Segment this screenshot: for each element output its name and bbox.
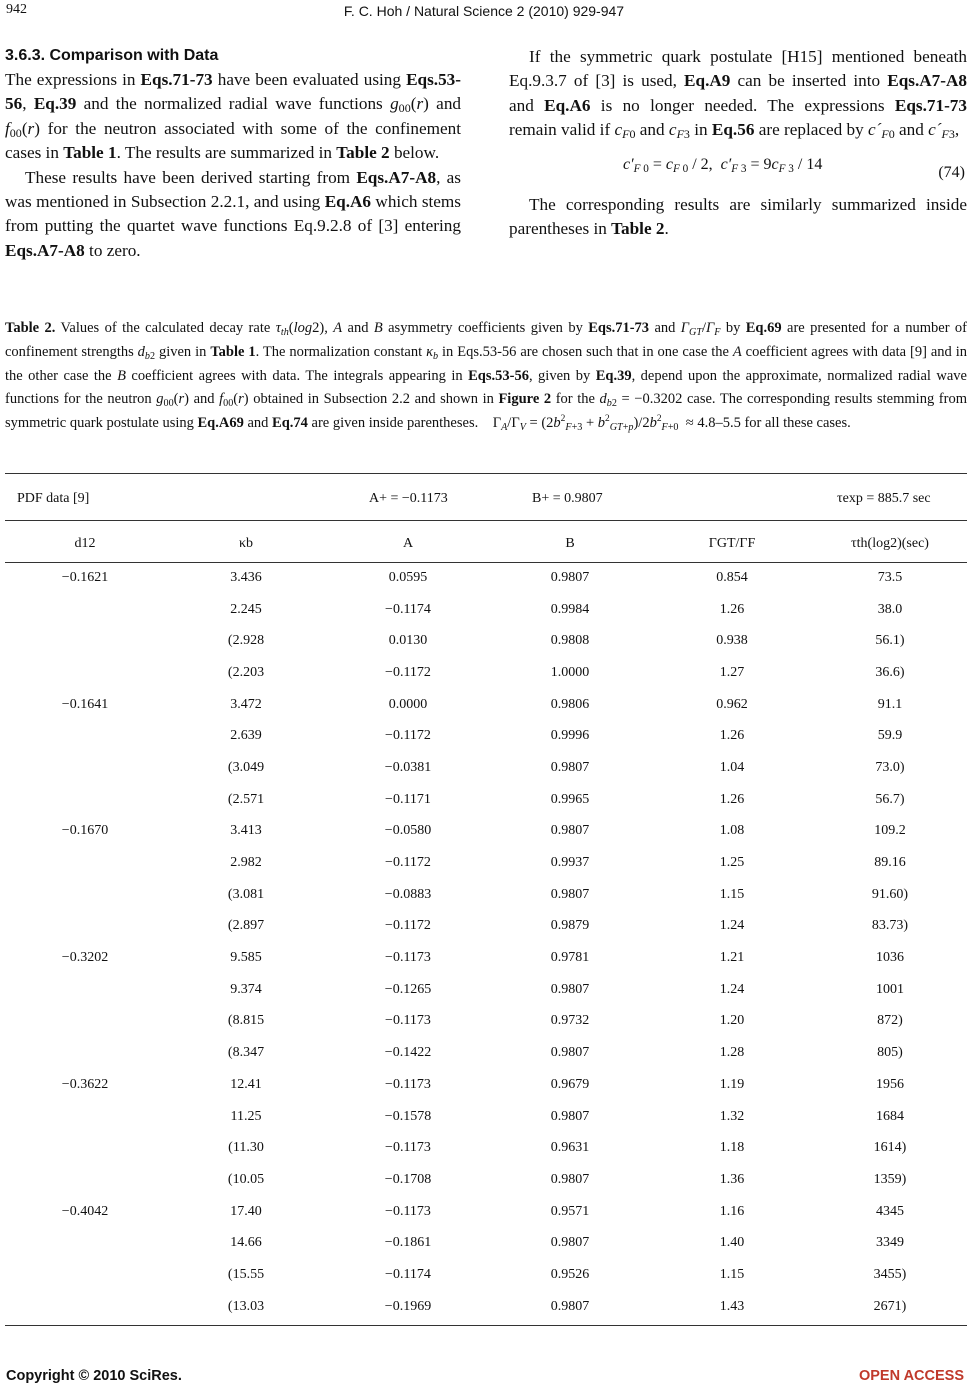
table-cell: 9.585 (230, 950, 262, 966)
table-cell: 0.9571 (550, 1203, 590, 1219)
table-row (5, 1037, 967, 1069)
table-cell: −0.1708 (384, 1171, 432, 1187)
data-table (5, 562, 967, 1323)
table-cell: (2.203 (227, 664, 265, 680)
table-cell: 36.6) (875, 664, 905, 680)
table-header (5, 527, 967, 561)
table-cell: −0.3622 (61, 1076, 109, 1092)
table-cell: 1.16 (719, 1203, 745, 1219)
table-row (5, 847, 967, 879)
table-cell: 59.9 (877, 728, 903, 744)
table-row (5, 594, 967, 626)
table-cell: 4345 (876, 1203, 904, 1219)
table-cell: 0.9808 (550, 633, 590, 649)
table-cell: 1.24 (719, 918, 745, 934)
table-row (5, 879, 967, 911)
table-cell: 1.24 (719, 981, 745, 997)
table-cell: 1.0000 (550, 664, 590, 680)
pdf-tau-value: τexp = 885.7 sec (837, 491, 931, 506)
table-cell: −0.1969 (384, 1298, 432, 1314)
table-row (5, 1132, 967, 1164)
table-cell (5, 1101, 165, 1133)
table-cell: −0.0883 (384, 886, 432, 902)
col-header-tau: τth(log2)(sec) (851, 536, 929, 551)
right-column (509, 45, 967, 241)
footer-open-access: OPEN ACCESS (858, 1368, 964, 1384)
table-cell: −0.1173 (385, 1076, 431, 1092)
paragraph-2: These results have been derived starting from Eqs.A7-A8, as was mentioned in Subsection 2.2.1, and using Eq.A6 which stems from putting the quartet wave functions Eq.9.2.8 of [3] entering Eqs.A7-A8 to zero. (5, 167, 461, 260)
table-cell: 1.25 (719, 855, 745, 871)
table-cell: 83.73) (871, 918, 909, 934)
table-cell: 0.938 (716, 633, 748, 649)
table-row (5, 1006, 967, 1038)
table-cell: (2.897 (227, 918, 265, 934)
table-cell: −0.1621 (61, 569, 109, 585)
table-cell: −0.1172 (385, 855, 431, 871)
table-cell: 0.9806 (550, 696, 590, 712)
table-cell: 1001 (876, 981, 904, 997)
table-body (5, 562, 967, 1323)
table-cell: −0.3202 (61, 950, 109, 966)
table-cell: 1.18 (719, 1140, 745, 1156)
table-cell (5, 752, 165, 784)
table-cell: 1.15 (719, 886, 745, 902)
table-row (5, 625, 967, 657)
table-cell: 0.0130 (388, 633, 428, 649)
table-cell (5, 974, 165, 1006)
table-cell (5, 1164, 165, 1196)
table-cell: −0.4042 (61, 1203, 109, 1219)
table-cell: 3.413 (230, 823, 262, 839)
col-header-d12: d12 (74, 536, 96, 551)
table-cell: −0.1422 (384, 1045, 432, 1061)
table-row (5, 816, 967, 848)
table-cell: 1.28 (719, 1045, 745, 1061)
table-cell: 0.9679 (550, 1076, 590, 1092)
table-cell: 0.9807 (550, 1235, 590, 1251)
table-cell: 0.962 (716, 696, 748, 712)
table-cell: −0.1174 (385, 1266, 431, 1282)
table-cell: 0.9807 (550, 823, 590, 839)
pdf-b-value: B+ = 0.9807 (532, 491, 603, 506)
table-cell: 2.245 (230, 601, 262, 617)
table-cell: (15.55 (227, 1266, 265, 1282)
table-cell: −0.1172 (385, 918, 431, 934)
table-row (5, 720, 967, 752)
table-row (5, 1069, 967, 1101)
table-cell: 91.1 (877, 696, 903, 712)
table-cell: 1.26 (719, 791, 745, 807)
table-cell: (11.30 (228, 1140, 264, 1156)
table-cell: (2.571 (227, 791, 265, 807)
table-cell: −0.1265 (384, 981, 432, 997)
table-cell: 0.9631 (550, 1140, 590, 1156)
table-cell: 109.2 (874, 823, 906, 839)
table-cell: 0.9807 (550, 1298, 590, 1314)
table-cell: −0.1670 (61, 823, 109, 839)
paragraph-3: If the symmetric quark postulate [H15] mentioned beneath Eq.9.3.7 of [3] is used, Eq.A9 can be inserted into Eqs.A7-A8 and Eq.A6 is no longer needed. The expressions Eqs.71-73 remain valid if $c_{F0}$ and $c_{F3}$ in Eq.56 are replaced by $c´_{F0}$ and $c´_{F3}$, (509, 47, 967, 142)
table-cell: 1.43 (719, 1298, 745, 1314)
table-cell (5, 657, 165, 689)
table-cell (5, 1291, 165, 1323)
table-cell: 11.25 (230, 1108, 262, 1124)
table-cell: 0.9781 (550, 950, 590, 966)
table-cell: −0.1172 (385, 664, 431, 680)
equation-74-formula: $c'_{F 0} = c_{F 0} / 2$, $c'_{F 3} = 9c_{F 3} / 14$ (623, 155, 823, 175)
col-header-b: B (565, 536, 575, 551)
table-cell: 2.982 (230, 855, 262, 871)
table-cell: −0.1173 (385, 950, 431, 966)
footer-copyright: Copyright © 2010 SciRes. (6, 1368, 182, 1384)
table-cell: 1.04 (719, 759, 745, 775)
table-cell: −0.1641 (61, 696, 109, 712)
table-cell: 14.66 (230, 1235, 262, 1251)
table-cell: 1956 (876, 1076, 904, 1092)
table-cell: −0.1171 (385, 791, 431, 807)
table-cell: 89.16 (874, 855, 906, 871)
table-cell: 1.21 (719, 950, 745, 966)
table-cell (5, 1132, 165, 1164)
table-cell: 0.9526 (550, 1266, 590, 1282)
table-cell: (8.815 (227, 1013, 265, 1029)
table-row (5, 562, 967, 594)
table-cell: 38.0 (877, 601, 903, 617)
table-cell: −0.1173 (385, 1013, 431, 1029)
table-cell: −0.1861 (384, 1235, 432, 1251)
table-cell: −0.1173 (385, 1203, 431, 1219)
pdf-a-value: A+ = −0.1173 (369, 491, 448, 506)
table-row (5, 1101, 967, 1133)
table-row (5, 689, 967, 721)
table-cell (5, 1006, 165, 1038)
table-cell (5, 911, 165, 943)
table-cell: 0.9807 (550, 886, 590, 902)
table-cell: 1.27 (719, 664, 745, 680)
table-cell: 0.9807 (550, 1045, 590, 1061)
table-cell: (8.347 (227, 1045, 265, 1061)
col-header-gamma-ratio: ΓGT/ΓF (708, 536, 756, 551)
col-header-kappa: κb (238, 536, 254, 551)
table-cell: 0.0595 (388, 569, 428, 585)
table-cell: −0.1578 (384, 1108, 432, 1124)
table-cell (5, 847, 165, 879)
table-row (5, 942, 967, 974)
pdf-label: PDF data [9] (17, 491, 90, 506)
table-cell: 0.9732 (550, 1013, 590, 1029)
table-cell: 56.1) (875, 633, 905, 649)
table-row (5, 1291, 967, 1323)
table-cell: (3.081 (227, 886, 265, 902)
table-cell: 1.26 (719, 728, 745, 744)
table-cell: 0.9879 (550, 918, 590, 934)
table-cell: 2.639 (230, 728, 262, 744)
left-column (5, 45, 461, 263)
table-row (5, 752, 967, 784)
table-bottom-rule (5, 1325, 967, 1326)
table-cell: 3455) (873, 1266, 907, 1282)
table-row (5, 974, 967, 1006)
table-cell: 91.60) (871, 886, 909, 902)
table-cell: 0.9996 (550, 728, 590, 744)
table-caption: Table 2. Values of the calculated decay rate $\tau_{th}(\log 2)$, A and B asymmetry coefficients given by Eqs.71-73 and $\Gamma_{GT}/\Gamma_F$ by Eq.69 are presented for a number of confinement strengths $d_{b2}$ given in Table 1. The normalization constant $\kappa_b$ in Eqs.53-56 are chosen such that in one case the A coefficient agrees with data [9] and in the other case the B coefficient agrees with data. The integrals appearing in Eqs.53-56, given by Eq.39, depend upon the approximate, normalized radial wave functions for the neutron $g_{00}(r)$ and $f_{00}(r)$ obtained in Subsection 2.2 and shown in Figure 2 for the $d_{b2} = -0.3202$ case. The corresponding results stemming from symmetric quark postulate using Eq.A69 and Eq.74 are given inside parentheses. $\Gamma_A/\Gamma_V = (2b^2_{F+3} + b^2_{GT+p})/2b^2_{F+0} \approx 4.8-5.5$ for all these cases. (5, 320, 967, 434)
table-cell: 0.9807 (550, 569, 590, 585)
table-cell: 3349 (876, 1235, 904, 1251)
table-cell (5, 1037, 165, 1069)
table-cell: −0.1174 (385, 601, 431, 617)
table-cell: 1.40 (719, 1235, 745, 1251)
col-header-a: A (402, 536, 414, 551)
table-cell (5, 1259, 165, 1291)
table-cell: 0.9807 (550, 1171, 590, 1187)
table-cell: 73.0) (875, 759, 905, 775)
table-cell: (13.03 (227, 1298, 265, 1314)
table-cell: (3.049 (227, 759, 265, 775)
table-cell (5, 625, 165, 657)
table-row (5, 1196, 967, 1228)
table-cell: 1684 (876, 1108, 904, 1124)
table-cell (5, 1227, 165, 1259)
table-cell: 1359) (873, 1171, 907, 1187)
table-cell: 0.854 (716, 569, 748, 585)
table-cell: −0.1172 (385, 728, 431, 744)
table-cell (5, 784, 165, 816)
running-head: F. C. Hoh / Natural Science 2 (2010) 929-947 (343, 3, 625, 19)
table-cell: −0.0381 (384, 759, 432, 775)
table-cell: 73.5 (877, 569, 903, 585)
table-cell: 1.08 (719, 823, 745, 839)
table-cell: 12.41 (230, 1076, 262, 1092)
table-cell: 0.9937 (550, 855, 590, 871)
table-cell: 56.7) (875, 791, 905, 807)
table-cell: 0.0000 (388, 696, 428, 712)
paragraph-4: The corresponding results are similarly summarized inside parentheses in Table 2. (509, 194, 967, 239)
table-cell: (10.05 (227, 1171, 265, 1187)
table-cell: −0.0580 (384, 823, 432, 839)
table-row (5, 657, 967, 689)
table-cell: 1036 (876, 950, 904, 966)
table-cell: 17.40 (230, 1203, 262, 1219)
table-cell (5, 594, 165, 626)
paragraph-1: The expressions in Eqs.71-73 have been evaluated using Eqs.53-56, Eq.39 and the normalized radial wave functions $g_{00}(r)$ and $f_{00}(r)$ for the neutron associated with some of the confinement cases in Table 1. The results are summarized in Table 2 below. (5, 70, 462, 163)
table-cell: (2.928 (227, 633, 265, 649)
pdf-data-row (5, 485, 967, 513)
table-cell (5, 879, 165, 911)
table-cell (5, 720, 165, 752)
table-cell: 0.9807 (550, 981, 590, 997)
table-top-rule (5, 473, 967, 474)
table-cell: 1.19 (719, 1076, 745, 1092)
table-cell: 1614) (873, 1140, 907, 1156)
table-cell: 1.36 (719, 1171, 745, 1187)
table-cell: 872) (877, 1013, 903, 1029)
table-cell: 1.32 (719, 1108, 745, 1124)
table-cell: 0.9807 (550, 759, 590, 775)
table-row (5, 1227, 967, 1259)
table-cell: 805) (877, 1045, 903, 1061)
table-cell: 1.20 (719, 1013, 745, 1029)
table-cell: 0.9965 (550, 791, 590, 807)
header-top-rule (5, 520, 967, 521)
table-cell: 0.9984 (550, 601, 590, 617)
table-cell: 9.374 (230, 981, 262, 997)
table-row (5, 911, 967, 943)
table-cell: 1.15 (719, 1266, 745, 1282)
page-number: 942 (6, 2, 27, 17)
table-row (5, 1259, 967, 1291)
equation-number: (74) (938, 163, 965, 181)
table-cell: 3.472 (230, 696, 262, 712)
table-cell: 3.436 (230, 569, 262, 585)
section-heading: 3.6.3. Comparison with Data (5, 47, 219, 64)
table-cell: −0.1173 (385, 1140, 431, 1156)
table-cell: 1.26 (719, 601, 745, 617)
equation-74 (509, 149, 967, 185)
table-row (5, 784, 967, 816)
table-cell: 2671) (873, 1298, 907, 1314)
table-cell: 0.9807 (550, 1108, 590, 1124)
table-row (5, 1164, 967, 1196)
